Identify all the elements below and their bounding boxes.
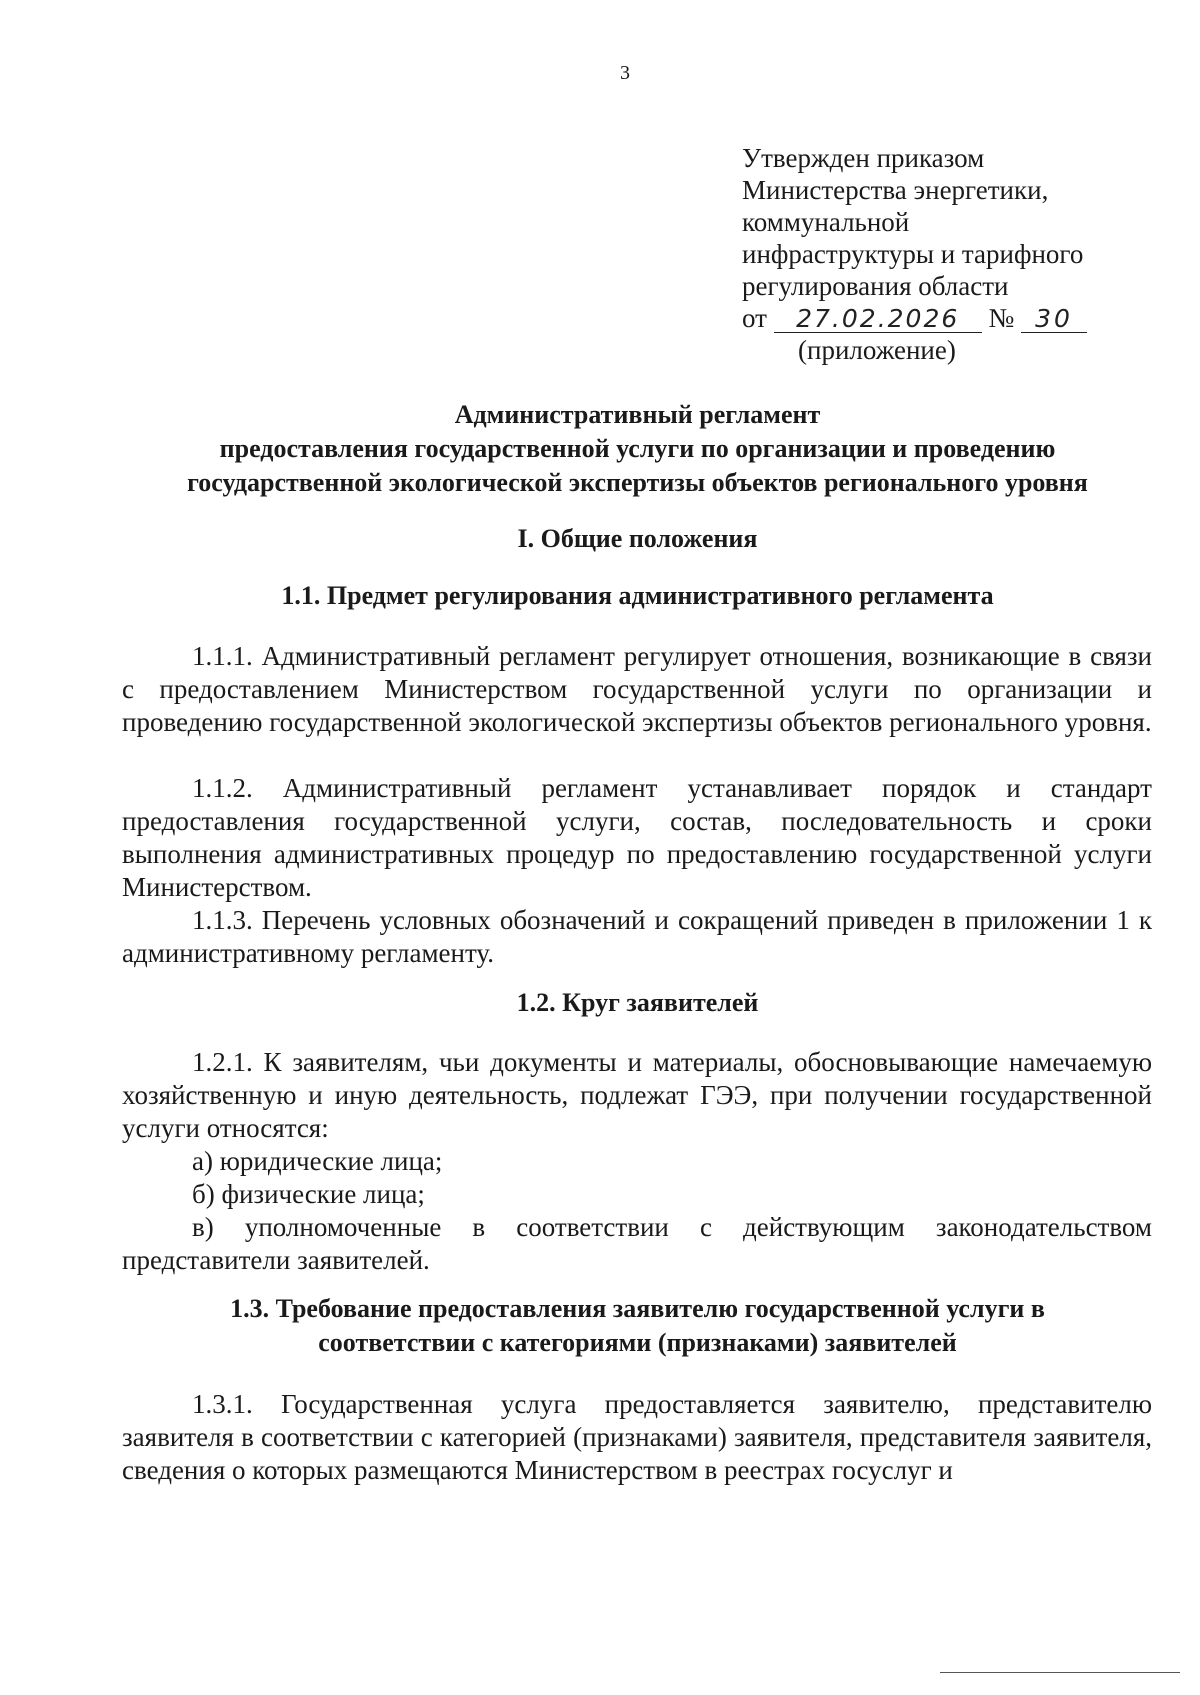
section-heading: I. Общие положения	[517, 524, 758, 553]
approval-block	[742, 142, 1087, 366]
document-subtitle: государственной экологической экспертизы объектов регионального уровня	[187, 468, 1088, 497]
number-prefix: №	[988, 303, 1015, 333]
subsection-heading: 1.1. Предмет регулирования административного регламента	[281, 581, 994, 610]
list-item-b: б) физические лица;	[192, 1179, 425, 1209]
handwritten-date: 27.02.2026	[774, 306, 982, 333]
approval-line: инфраструктуры и тарифного	[742, 239, 1084, 269]
date-prefix: от	[742, 303, 767, 333]
paragraph-1-2-1: 1.2.1. К заявителям, чьи документы и материалы, обосновывающие намечаемую хозяйственную и иную деятельность, подлежат ГЭЭ, при получении государственной услуги относятся:	[122, 1047, 1152, 1143]
approval-line: коммунальной	[742, 207, 910, 237]
subsection-heading: соответствии с категориями (признаками) заявителей	[318, 1328, 957, 1357]
approval-date-line	[742, 302, 1087, 334]
paragraph-1-3-1: 1.3.1. Государственная услуга предоставляется заявителю, представителю заявителя в соответствии с категорией (признаками) заявителя, представителя заявителя, сведения о которых размещаются Министерством в реестрах госуслуг и	[122, 1389, 1152, 1485]
approval-line: Министерства энергетики,	[742, 175, 1049, 205]
paragraph-1-1-2: 1.1.2. Административный регламент устанавливает порядок и стандарт предоставления государственной услуги, состав, последовательность и сроки выполнения административных процедур по предоставлению государственной услуги Министерством.	[122, 773, 1152, 902]
document-subtitle: предоставления государственной услуги по организации и проведению	[219, 434, 1056, 463]
list-item-c: в) уполномоченные в соответствии с действующим законодательством представители заявителей.	[122, 1212, 1152, 1275]
handwritten-number: 30	[1021, 306, 1087, 333]
page-number: 3	[620, 62, 630, 84]
approval-line: Утвержден приказом	[742, 143, 985, 173]
subsection-heading: 1.2. Круг заявителей	[516, 988, 759, 1017]
list-item-a: а) юридические лица;	[192, 1146, 443, 1176]
document-title: Административный регламент	[454, 400, 821, 429]
paragraph-1-1-1: 1.1.1. Административный регламент регулирует отношения, возникающие в связи с предоставлением Министерством государственной услуги по организации и проведению государственной экологической экспертизы объектов регионального уровня.	[122, 641, 1152, 737]
subsection-heading: 1.3. Требование предоставления заявителю государственной услуги в	[230, 1294, 1045, 1323]
approval-line: регулирования области	[742, 271, 1009, 301]
page-divider	[940, 1672, 1180, 1673]
approval-note: (приложение)	[798, 335, 956, 365]
paragraph-1-1-3: 1.1.3. Перечень условных обозначений и сокращений приведен в приложении 1 к административному регламенту.	[122, 905, 1152, 968]
